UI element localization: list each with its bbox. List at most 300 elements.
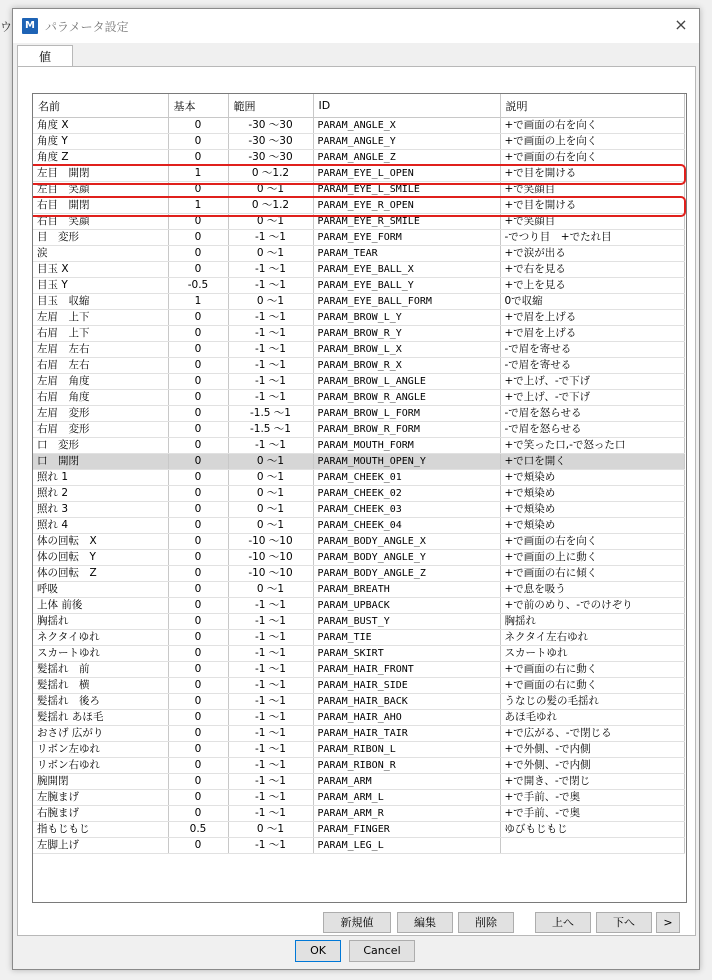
cell-base: 0 [168, 726, 228, 742]
cell-base: 0 [168, 230, 228, 246]
cell-base: 0 [168, 486, 228, 502]
cell-range: -1 ～1 [228, 774, 313, 790]
cell-base: 0 [168, 342, 228, 358]
cell-description: +で上げ、-で下げ [500, 374, 684, 390]
cell-description: -で眉を寄せる [500, 358, 684, 374]
cell-name: 左眉 変形 [33, 406, 168, 422]
cell-name: 髪揺れ 後ろ [33, 694, 168, 710]
table-row[interactable] [33, 326, 684, 342]
cell-description: -で眉を怒らせる [500, 422, 684, 438]
cell-id: PARAM_EYE_R_OPEN [313, 198, 500, 214]
cell-id: PARAM_EYE_L_SMILE [313, 182, 500, 198]
cell-range: 0 ～1 [228, 470, 313, 486]
cell-name: スカートゆれ [33, 646, 168, 662]
table-row[interactable] [33, 822, 684, 838]
table-row[interactable] [33, 454, 684, 470]
cell-name: 口 変形 [33, 438, 168, 454]
cell-range: 0 ～1 [228, 518, 313, 534]
table-row[interactable] [33, 374, 684, 390]
column-header-description[interactable]: 説明 [500, 94, 684, 118]
parameter-settings-dialog [12, 8, 700, 970]
cell-description: +で開き、-で閉じ [500, 774, 684, 790]
table-row[interactable] [33, 150, 684, 166]
cell-id: PARAM_MOUTH_FORM [313, 438, 500, 454]
cell-id: PARAM_BREATH [313, 582, 500, 598]
cell-range: 0 ～1 [228, 294, 313, 310]
cell-name: 右目 笑顔 [33, 214, 168, 230]
cell-description: +で頬染め [500, 486, 684, 502]
cell-range: 0 ～1 [228, 246, 313, 262]
table-row[interactable] [33, 646, 684, 662]
table-row[interactable] [33, 662, 684, 678]
cell-range: -1 ～1 [228, 694, 313, 710]
cell-description: +で画面の右に傾く [500, 566, 684, 582]
cell-id: PARAM_CHEEK_02 [313, 486, 500, 502]
cell-id: PARAM_HAIR_AHO [313, 710, 500, 726]
cell-description: +で頬染め [500, 502, 684, 518]
cell-base: 0 [168, 454, 228, 470]
cell-base: 0 [168, 390, 228, 406]
table-row[interactable] [33, 502, 684, 518]
cell-description: +で広がる、-で閉じる [500, 726, 684, 742]
cell-base: 0 [168, 134, 228, 150]
cell-description: ネクタイ左右ゆれ [500, 630, 684, 646]
cell-id: PARAM_EYE_BALL_FORM [313, 294, 500, 310]
cell-description: +で画面の右に動く [500, 678, 684, 694]
cell-base: 0 [168, 118, 228, 134]
cell-range: -1 ～1 [228, 678, 313, 694]
cell-description: +で画面の上に動く [500, 550, 684, 566]
cell-name: 角度 X [33, 118, 168, 134]
table-row[interactable] [33, 710, 684, 726]
table-row[interactable] [33, 342, 684, 358]
table-row[interactable] [33, 838, 684, 854]
cell-id: PARAM_UPBACK [313, 598, 500, 614]
cell-name: 右眉 上下 [33, 326, 168, 342]
table-row[interactable] [33, 534, 684, 550]
cell-id: PARAM_CHEEK_04 [313, 518, 500, 534]
cell-range: -10 ～10 [228, 534, 313, 550]
cell-description: +で上を見る [500, 278, 684, 294]
cell-id: PARAM_ANGLE_Y [313, 134, 500, 150]
cell-id: PARAM_LEG_L [313, 838, 500, 854]
cell-base: 0 [168, 838, 228, 854]
table-row[interactable] [33, 294, 684, 310]
table-row[interactable] [33, 630, 684, 646]
cell-base: 0 [168, 262, 228, 278]
cell-range: -1 ～1 [228, 646, 313, 662]
table-row[interactable] [33, 518, 684, 534]
parameter-table[interactable] [32, 93, 687, 903]
move-up-button[interactable]: 上へ [535, 912, 591, 933]
cell-description: +で外側、-で内側 [500, 758, 684, 774]
cell-base: 0 [168, 518, 228, 534]
window-title: パラメータ設定 [45, 20, 129, 34]
table-row[interactable] [33, 550, 684, 566]
cell-description: スカートゆれ [500, 646, 684, 662]
column-header-base[interactable]: 基本 [168, 94, 228, 118]
column-header-range[interactable]: 範囲 [228, 94, 313, 118]
cell-base: 0.5 [168, 822, 228, 838]
cell-range: -10 ～10 [228, 550, 313, 566]
cell-name: 体の回転 Y [33, 550, 168, 566]
cell-range: -1 ～1 [228, 630, 313, 646]
table-row[interactable] [33, 598, 684, 614]
cell-id: PARAM_ANGLE_Z [313, 150, 500, 166]
cell-base: 0 [168, 214, 228, 230]
table-row[interactable] [33, 726, 684, 742]
cell-base: 0 [168, 358, 228, 374]
cell-base: 0 [168, 566, 228, 582]
cell-description: +で眉を上げる [500, 326, 684, 342]
table-row[interactable] [33, 310, 684, 326]
table-row[interactable] [33, 790, 684, 806]
cell-range: -30 ～30 [228, 134, 313, 150]
cell-base: 0 [168, 662, 228, 678]
cell-name: 右眉 角度 [33, 390, 168, 406]
cell-id: PARAM_BROW_R_ANGLE [313, 390, 500, 406]
cell-name: リボン右ゆれ [33, 758, 168, 774]
cell-id: PARAM_BROW_R_FORM [313, 422, 500, 438]
cell-id: PARAM_BODY_ANGLE_Z [313, 566, 500, 582]
cell-id: PARAM_BROW_L_ANGLE [313, 374, 500, 390]
cell-range: 0 ～1 [228, 502, 313, 518]
cell-range: 0 ～1 [228, 822, 313, 838]
cell-base: 0 [168, 438, 228, 454]
cell-description: +で頬染め [500, 518, 684, 534]
cell-id: PARAM_MOUTH_OPEN_Y [313, 454, 500, 470]
background-window-text: ウ [0, 20, 13, 34]
cell-base: 0 [168, 678, 228, 694]
cell-range: 0 ～1 [228, 486, 313, 502]
cell-description: +で目を開ける [500, 166, 684, 182]
table-row[interactable] [33, 742, 684, 758]
cell-range: -1 ～1 [228, 614, 313, 630]
cell-description: +で涙が出る [500, 246, 684, 262]
cell-id: PARAM_SKIRT [313, 646, 500, 662]
cell-base: 0 [168, 790, 228, 806]
cell-name: 照れ 4 [33, 518, 168, 534]
cell-description: +で口を開く [500, 454, 684, 470]
cell-base: 0 [168, 502, 228, 518]
table-row[interactable] [33, 614, 684, 630]
column-header-name[interactable]: 名前 [33, 94, 168, 118]
cell-range: -1 ～1 [228, 742, 313, 758]
cell-name: 呼吸 [33, 582, 168, 598]
cell-id: PARAM_EYE_L_OPEN [313, 166, 500, 182]
cell-description: -で眉を怒らせる [500, 406, 684, 422]
cell-name: 口 開閉 [33, 454, 168, 470]
cell-base: 0 [168, 374, 228, 390]
cell-id: PARAM_ARM_R [313, 806, 500, 822]
cell-range: -1 ～1 [228, 326, 313, 342]
cell-base: 0 [168, 582, 228, 598]
cell-description: +で手前、-で奥 [500, 790, 684, 806]
cell-id: PARAM_RIBON_L [313, 742, 500, 758]
cell-name: 涙 [33, 246, 168, 262]
cell-description: +で右を見る [500, 262, 684, 278]
cell-range: -10 ～10 [228, 566, 313, 582]
cell-description: +で外側、-で内側 [500, 742, 684, 758]
cell-range: -30 ～30 [228, 118, 313, 134]
move-down-button[interactable]: 下へ [596, 912, 652, 933]
cell-name: 照れ 1 [33, 470, 168, 486]
cell-base: 0 [168, 806, 228, 822]
table-row[interactable] [33, 470, 684, 486]
cell-name: 髪揺れ 横 [33, 678, 168, 694]
cell-base: 0 [168, 614, 228, 630]
delete-button[interactable]: 削除 [458, 912, 514, 933]
cell-description: ゆびもじもじ [500, 822, 684, 838]
cell-id: PARAM_BUST_Y [313, 614, 500, 630]
cell-base: 0 [168, 550, 228, 566]
table-row[interactable] [33, 118, 684, 134]
cell-id: PARAM_HAIR_BACK [313, 694, 500, 710]
cell-description: +で眉を上げる [500, 310, 684, 326]
cell-range: 0 ～1 [228, 454, 313, 470]
cell-name: おさげ 広がり [33, 726, 168, 742]
cell-base: 0 [168, 630, 228, 646]
cell-name: 左目 開閉 [33, 166, 168, 182]
cell-id: PARAM_TEAR [313, 246, 500, 262]
cell-range: -1 ～1 [228, 230, 313, 246]
table-row[interactable] [33, 278, 684, 294]
cell-id: PARAM_EYE_R_SMILE [313, 214, 500, 230]
cell-description: +で画面の右を向く [500, 534, 684, 550]
cell-name: 目玉 収縮 [33, 294, 168, 310]
cell-range: -1 ～1 [228, 438, 313, 454]
cell-base: -0.5 [168, 278, 228, 294]
table-row[interactable] [33, 134, 684, 150]
cell-id: PARAM_BODY_ANGLE_X [313, 534, 500, 550]
cell-name: 左脚上げ [33, 838, 168, 854]
cell-name: 目玉 Y [33, 278, 168, 294]
cell-base: 0 [168, 710, 228, 726]
cell-base: 1 [168, 294, 228, 310]
table-row[interactable] [33, 486, 684, 502]
tab-values[interactable]: 値 [17, 45, 73, 68]
cell-id: PARAM_RIBON_R [313, 758, 500, 774]
cell-name: 角度 Z [33, 150, 168, 166]
cell-name: 右目 開閉 [33, 198, 168, 214]
cell-id: PARAM_CHEEK_03 [313, 502, 500, 518]
table-row[interactable] [33, 198, 684, 214]
cell-name: 照れ 3 [33, 502, 168, 518]
table-row[interactable] [33, 230, 684, 246]
cell-range: 0 ～1 [228, 582, 313, 598]
table-row[interactable] [33, 806, 684, 822]
cell-base: 0 [168, 534, 228, 550]
cell-range: 0 ～1 [228, 214, 313, 230]
cell-id: PARAM_ANGLE_X [313, 118, 500, 134]
cell-id: PARAM_ARM_L [313, 790, 500, 806]
table-row[interactable] [33, 246, 684, 262]
cell-range: -1 ～1 [228, 662, 313, 678]
cell-base: 0 [168, 598, 228, 614]
cell-name: 左眉 左右 [33, 342, 168, 358]
cell-range: -1 ～1 [228, 838, 313, 854]
cell-range: -1 ～1 [228, 710, 313, 726]
cell-base: 0 [168, 246, 228, 262]
cell-description: +で頬染め [500, 470, 684, 486]
cell-name: 体の回転 Z [33, 566, 168, 582]
cell-name: 目 変形 [33, 230, 168, 246]
cell-range: -1 ～1 [228, 358, 313, 374]
table-row[interactable] [33, 582, 684, 598]
cell-range: 0 ～1 [228, 182, 313, 198]
cell-description: +で手前、-で奥 [500, 806, 684, 822]
table-row[interactable] [33, 774, 684, 790]
ok-button[interactable]: OK [295, 940, 341, 962]
cell-name: 右腕まげ [33, 806, 168, 822]
cell-name: 髪揺れ あほ毛 [33, 710, 168, 726]
table-row[interactable] [33, 182, 684, 198]
edit-button[interactable]: 編集 [397, 912, 453, 933]
cell-description: +で画面の右を向く [500, 150, 684, 166]
cell-range: -1 ～1 [228, 758, 313, 774]
cell-name: 体の回転 X [33, 534, 168, 550]
cell-description: うなじの髪の毛揺れ [500, 694, 684, 710]
cell-name: 右眉 変形 [33, 422, 168, 438]
cell-description: +で笑った口,-で怒った口 [500, 438, 684, 454]
cell-description: +で息を吸う [500, 582, 684, 598]
table-row[interactable] [33, 694, 684, 710]
cell-id: PARAM_EYE_BALL_Y [313, 278, 500, 294]
cell-description: +で画面の上を向く [500, 134, 684, 150]
cell-id: PARAM_BODY_ANGLE_Y [313, 550, 500, 566]
cell-range: 0 ～1.2 [228, 166, 313, 182]
cell-range: -1 ～1 [228, 806, 313, 822]
cell-description: +で前のめり、-でのけぞり [500, 598, 684, 614]
cell-range: -1 ～1 [228, 262, 313, 278]
table-row[interactable] [33, 566, 684, 582]
cell-range: -1.5 ～1 [228, 406, 313, 422]
cell-name: 髪揺れ 前 [33, 662, 168, 678]
more-button[interactable]: > [656, 912, 680, 933]
cell-name: ネクタイゆれ [33, 630, 168, 646]
cell-name: 照れ 2 [33, 486, 168, 502]
values-panel [17, 66, 696, 936]
cell-name: 左眉 上下 [33, 310, 168, 326]
cell-base: 0 [168, 470, 228, 486]
cell-range: -1 ～1 [228, 790, 313, 806]
cell-id: PARAM_EYE_FORM [313, 230, 500, 246]
title-bar [13, 9, 699, 43]
cell-description: +で目を開ける [500, 198, 684, 214]
cell-range: -30 ～30 [228, 150, 313, 166]
cell-id: PARAM_BROW_R_Y [313, 326, 500, 342]
cell-description: +で笑顔目 [500, 182, 684, 198]
cell-id: PARAM_ARM [313, 774, 500, 790]
cell-base: 0 [168, 694, 228, 710]
cell-name: 指もじもじ [33, 822, 168, 838]
cell-base: 1 [168, 166, 228, 182]
table-row[interactable] [33, 214, 684, 230]
cell-range: -1.5 ～1 [228, 422, 313, 438]
cell-description: -でつり目 +でたれ目 [500, 230, 684, 246]
cell-description: 胸揺れ [500, 614, 684, 630]
cell-range: -1 ～1 [228, 390, 313, 406]
cell-base: 0 [168, 742, 228, 758]
table-header [33, 94, 684, 118]
cell-name: 目玉 X [33, 262, 168, 278]
cell-description: -で眉を寄せる [500, 342, 684, 358]
cell-description: 0で収縮 [500, 294, 684, 310]
table-row[interactable] [33, 678, 684, 694]
table-row[interactable] [33, 422, 684, 438]
cell-range: -1 ～1 [228, 374, 313, 390]
table-row[interactable] [33, 758, 684, 774]
cell-name: 左目 笑顔 [33, 182, 168, 198]
cell-description: +で上げ、-で下げ [500, 390, 684, 406]
cell-base: 0 [168, 326, 228, 342]
cell-name: 左眉 角度 [33, 374, 168, 390]
cell-range: 0 ～1.2 [228, 198, 313, 214]
new-value-button[interactable]: 新規値 [323, 912, 391, 933]
cell-base: 0 [168, 406, 228, 422]
cell-name: 角度 Y [33, 134, 168, 150]
cell-base: 0 [168, 646, 228, 662]
cell-range: -1 ～1 [228, 278, 313, 294]
cell-id: PARAM_BROW_L_Y [313, 310, 500, 326]
cell-base: 1 [168, 198, 228, 214]
table-body [33, 118, 684, 854]
cell-description [500, 838, 684, 854]
cell-range: -1 ～1 [228, 726, 313, 742]
cell-description: +で画面の右を向く [500, 118, 684, 134]
cell-id: PARAM_HAIR_SIDE [313, 678, 500, 694]
table-row[interactable] [33, 438, 684, 454]
table-row[interactable] [33, 390, 684, 406]
app-icon: M [22, 18, 38, 34]
cell-range: -1 ～1 [228, 342, 313, 358]
cell-base: 0 [168, 310, 228, 326]
cell-base: 0 [168, 150, 228, 166]
cell-id: PARAM_TIE [313, 630, 500, 646]
table-row[interactable] [33, 166, 684, 182]
cell-base: 0 [168, 774, 228, 790]
close-icon[interactable]: × [674, 15, 688, 34]
table-row[interactable] [33, 262, 684, 278]
cell-id: PARAM_HAIR_FRONT [313, 662, 500, 678]
cell-base: 0 [168, 422, 228, 438]
cell-id: PARAM_BROW_L_FORM [313, 406, 500, 422]
column-header-id[interactable]: ID [313, 94, 500, 118]
cancel-button[interactable]: Cancel [349, 940, 415, 962]
cell-id: PARAM_FINGER [313, 822, 500, 838]
cell-name: 右眉 左右 [33, 358, 168, 374]
cell-id: PARAM_BROW_R_X [313, 358, 500, 374]
table-row[interactable] [33, 406, 684, 422]
cell-base: 0 [168, 758, 228, 774]
cell-base: 0 [168, 182, 228, 198]
cell-range: -1 ～1 [228, 310, 313, 326]
cell-name: リボン左ゆれ [33, 742, 168, 758]
cell-name: 腕開閉 [33, 774, 168, 790]
cell-id: PARAM_CHEEK_01 [313, 470, 500, 486]
cell-id: PARAM_HAIR_TAIR [313, 726, 500, 742]
cell-description: +で笑顔目 [500, 214, 684, 230]
cell-name: 左腕まげ [33, 790, 168, 806]
table-row[interactable] [33, 358, 684, 374]
cell-id: PARAM_BROW_L_X [313, 342, 500, 358]
cell-range: -1 ～1 [228, 598, 313, 614]
cell-description: あほ毛ゆれ [500, 710, 684, 726]
cell-description: +で画面の右に動く [500, 662, 684, 678]
cell-name: 胸揺れ [33, 614, 168, 630]
cell-id: PARAM_EYE_BALL_X [313, 262, 500, 278]
cell-name: 上体 前後 [33, 598, 168, 614]
